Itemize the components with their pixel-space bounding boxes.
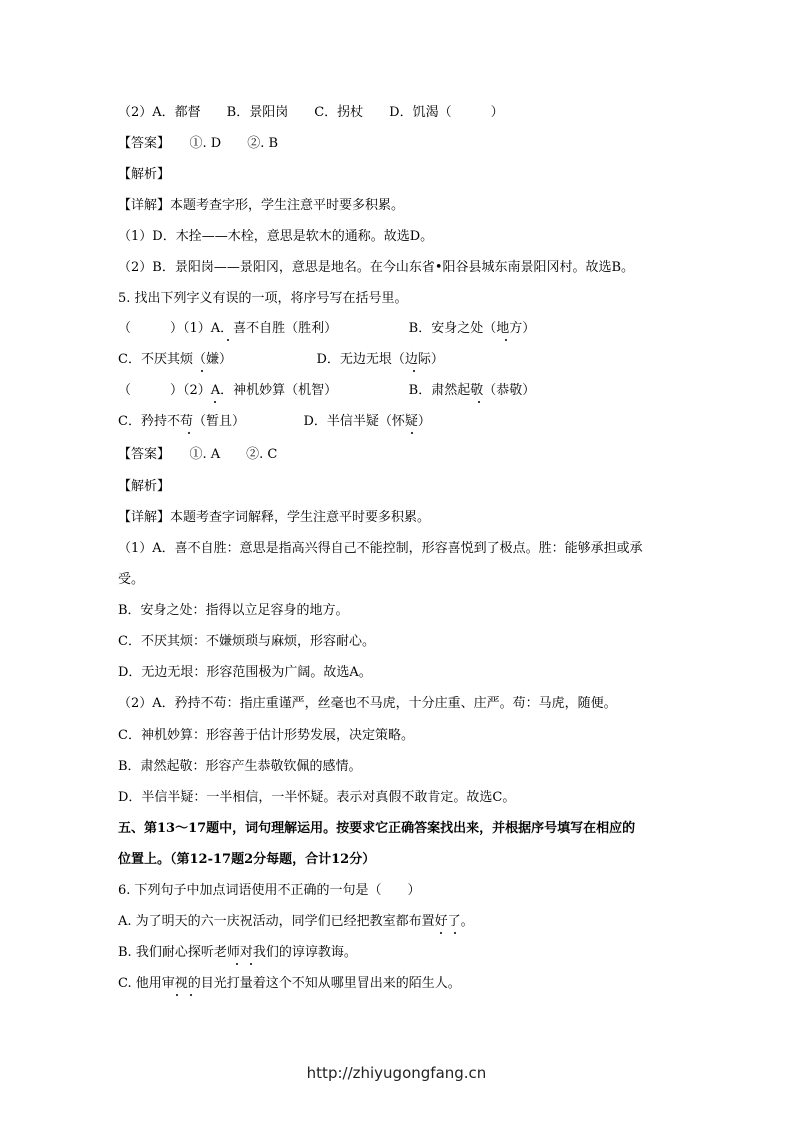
emphasis-dot: [478, 401, 480, 403]
text-line: B．肃然起敬：形容产生恭敬钦佩的感情。: [118, 759, 362, 774]
emphasis-dot: [411, 432, 413, 434]
text-line: （1）D．木拴——木栓，意思是软木的通称。故选D。: [118, 229, 434, 244]
emphasis-dot: [413, 370, 415, 372]
emphasis-dot: [190, 994, 192, 996]
text-line: （2）A．矜持不苟：指庄重谨严，丝毫也不马虎，十分庄重、庄严。苟：马虎，随便。: [118, 696, 617, 711]
question-5-option-line: （ ）（1）A．喜不自胜（胜利） B．安身之处（地方）: [118, 321, 536, 336]
text-line: （1）A．喜不自胜：意思是指高兴得自己不能控制，形容喜悦到了极点。胜：能够承担或承: [118, 541, 643, 556]
emphasis-dot: [227, 339, 229, 341]
question-5-option-line: C．不厌其烦（嫌） D．无边无垠（边际）: [118, 352, 444, 367]
footer-watermark-url: http://zhiyugongfang.cn: [306, 1064, 487, 1082]
answer-line: 【答案】 ①. A ②. C: [118, 447, 278, 462]
text-line: （2）B．景阳岗——景阳冈，意思是地名。在今山东省•阳谷县城东南景阳冈村。故选B。: [118, 260, 635, 275]
emphasis-dot: [236, 963, 238, 965]
answer-line: 【答案】 ①. D ②. B: [118, 136, 279, 151]
emphasis-dot: [440, 932, 442, 934]
question-5: 5. 找出下列字义有误的一项，将序号写在括号里。: [118, 291, 408, 306]
text-line: C．神机妙算：形容善于估计形势发展，决定策略。: [118, 728, 414, 743]
text-line: （2）A．都督 B．景阳岗 C．拐杖 D．饥渴（ ）: [118, 105, 504, 120]
question-6-option-b: B. 我们耐心探听老师对我们的谆谆教诲。: [118, 945, 357, 960]
analysis-heading: 【解析】: [118, 167, 171, 182]
question-5-option-line: C．矜持不苟（暂且） D．半信半疑（怀疑）: [118, 414, 431, 429]
text-line: 受。: [118, 572, 145, 587]
text-line: B．安身之处：指得以立足容身的地方。: [118, 603, 349, 618]
section-5-heading: 五、第13～17题中，词句理解运用。按要求它正确答案找出来，并根据序号填写在相应的: [118, 821, 636, 836]
emphasis-dot: [176, 994, 178, 996]
text-line: C．不厌其烦：不嫌烦琐与麻烦，形容耐心。: [118, 634, 375, 649]
question-6-option-a: A. 为了明天的六一庆祝活动，同学们已经把教室都布置好了。: [118, 914, 474, 929]
question-5-option-line: （ ）（2）A．神机妙算（机智） B．肃然起敬（恭敬）: [118, 383, 536, 398]
text-line: D．无边无垠：形容范围极为广阔。故选A。: [118, 665, 372, 680]
text-line: 【详解】本题考查字形，学生注意平时要多积累。: [118, 198, 405, 213]
emphasis-dot: [188, 432, 190, 434]
text-line: 【详解】本题考查字词解释，学生注意平时要多积累。: [118, 510, 431, 525]
section-5-heading-continued: 位置上。（第12-17题2分每题，合计12分）: [118, 852, 376, 867]
analysis-heading: 【解析】: [118, 479, 171, 494]
question-6: 6. 下列句子中加点词语使用不正确的一句是（ ）: [118, 883, 421, 898]
emphasis-dot: [505, 339, 507, 341]
question-6-option-c: C. 他用审视的目光打量着这个不知从哪里冒出来的陌生人。: [118, 976, 461, 991]
emphasis-dot: [454, 932, 456, 934]
emphasis-dot: [250, 963, 252, 965]
emphasis-dot: [214, 401, 216, 403]
text-line: D．半信半疑：一半相信，一半怀疑。表示对真假不敢肯定。故选C。: [118, 790, 516, 805]
emphasis-dot: [201, 370, 203, 372]
